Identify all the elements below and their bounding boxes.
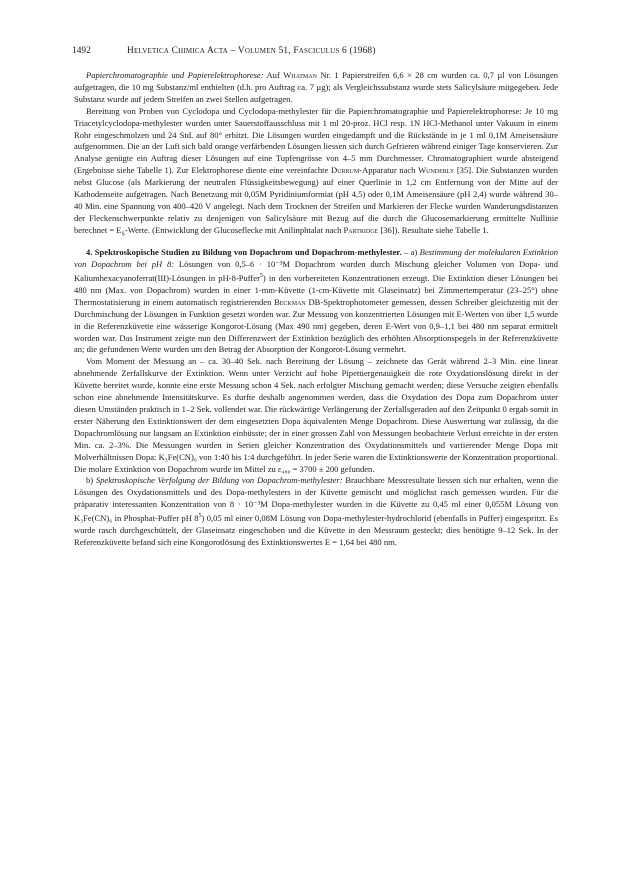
paragraph-measurement: Vom Moment der Messung an – ca. 30–40 Sek. nach Bereitung der Lösung – zeichnete das Gerät während 2–3 Min. eine linear abnehmende Zerfallskurve der Extinktion. Wenn unter Verzicht auf hohe Pipettiergenauigkeit die rote Oxydationslösung direkt in der Küvette bereitet wurde, konnte eine erste Messung schon 4 Sek. nach erfolgter Mischung gemacht werden; diese Versuche zeigten ebenfalls schon eine abnehmende Intensitätskurve. Es durfte deshalb angenommen werden, dass die Oxydation des Dopa zum Dopachrom unter diesen Umständen praktisch in 1–2 Sek. vollendet war. Die rückwärtige Verlängerung der Zerfallsgeraden auf den Zeitpunkt 0 ergab somit in erster Näherung den Extinktionswert der dem eingesetzten Dopa äquivalenten Menge Dopachrom. Diese Auswertung war zulässig, da die Dopachromlösung nur langsam an Extinktion einbüsste; der in einer grossen Zahl von Messungen beobachtete Verlust erreichte in der ersten Min. ca. 2–3%. Die Messungen wurden in Serien gleicher Konzentration des Oxydationsmittels und variierender Menge Dopa mit Molverhältnissen Dopa: K₃Fe(CN)₆ von 1:40 bis 1:4 durchgeführt. In jeder Serie waren die Extinktionswerte der Konzentration proportional. Die molare Extinktion von Dopachrom wurde im Mittel zu ε₄₈₀ = 3700 ± 200 gefunden. <box>74 356 558 474</box>
author-name: Wunderly <box>418 165 455 176</box>
paragraph-methylester: b) Spektroskopische Verfolgung der Bildung von Dopachrom-methylester: Brauchbare Messresultate liessen sich nur erhalten, wenn die Lösungen des Oxydationsmittels und des Dopa-methylesters in der Küvette gemischt und möglichst rasch gemessen wurden. Für die präparativ interessanten Konzentration von 8 · 10⁻³M Dopa-methylester wurden in die Küvette zu 0,45 ml einer 0,055M Lösung von K₃Fe(CN)₆ in Phosphat-Puffer pH $8^5$) 0,05 ml einer 0,08M Lösung von Dopa-methylester-hydrochlorid (ebenfalls in Puffer) eingespritzt. Es wurde rasch durchgeschüttelt, der Glaseinsatz eingeschoben und die Küvette in den Messraum gesteckt; dies benötigte 9–12 Sek. In der Referenzküvette befand sich eine Kongorotlösung des Extinktionswertes E = 1,64 bei 480 nm. <box>74 475 558 547</box>
page-number: 1492 <box>72 46 91 56</box>
subsection-title: Bestimmung der molekularen Extinktion von Dopachrom bei pH 8: <box>74 247 559 270</box>
paragraph-sample-preparation: Bereitung von Proben von Cyclodopa und Cyclodopa-methylester für die Papierchromatographie und Papierelektrophorese: Je 10 mg Triacetylcyclodopa-methylester wurden unter Sauerstoffausschluss mit 1 ml 20-proz. HCl resp. 1N HCl-Methanol unter Vakuum in einem Rohr eingeschmolzen und 24 Std. auf 80° erhitzt. Die Lösungen wurden eingedampft und die Rückstände in je 1 ml 0,1M Ameisensäure aufgenommen. Die an der Luft sich bald orange verfärbenden Lösungen liessen sich durch Gefrieren während einiger Tage konservieren. Zur Analyse genügte ein Auftrag dieser Lösungen auf eine Tupfengrösse von 4–5 mm Durchmesser. Chromatographiert wurde absteigend (Ergebnisse siehe Tabelle 1). Zur Elektrophorese diente eine vereinfachte Durrum-Apparatur nach Wunderly [35]. Die Substanzen wurden nebst Glucose (als Markierung der neutralen Flüssigkeitsbewegung) auf einer Querlinie in 1,2 cm Entfernung von der Mitte auf der Kathodenseite aufgetragen. Nach Benetzung mit 0,05M Pyridiniumformiat (pH 4,5) oder 0,1M Ameisensäure (pH 2,4) wurde während 30–40 Min. eine Spannung von 400–420 V angelegt. Nach dem Trocknen der Streifen und Markieren der Flecke wurden Wanderungsdistanzen der Fleckenschwerpunkte relativ zu denjenigen von Salicylsäure mit Bezug auf die durch die Glucosemarkierung ermittelte Nullinie berechnet = $E_S$-Werte. (Entwicklung der Glucoseflecke mit Anilinphtalat nach Partridge [36]). Resultate siehe Tabelle 1. <box>74 105 558 238</box>
subsection-title: Spektroskopische Verfolgung der Bildung von Dopachrom-methylester: <box>95 475 343 486</box>
paragraph-title: Papierchromatographie und Papierelektrophorese: <box>86 70 264 80</box>
author-name: Partridge <box>343 224 379 235</box>
subscript: S <box>121 231 125 238</box>
brand-name: Whatman <box>283 70 317 80</box>
footnote-ref: 5 <box>198 513 202 520</box>
section-heading: 4. Spektroskopische Studien zu Bildung von Dopachrom und Dopachrom-methylester. <box>86 247 402 258</box>
paragraph-paper-chromatography: Papierchromatographie und Papierelektrophorese: Auf Whatman Nr. 1 Papierstreifen 6,6 × 28 cm wurden ca. 0,7 µl von Lösungen aufgetragen, die 10 mg Substanz/ml enthielten (d.h. pro Auftrag ca. 7 µg); als Vergleichssubstanz wurde stets Salicylsäure mitgegeben. Jede Substanz wurde auf jedem Streifen an zwei Stellen aufgetragen. <box>74 70 559 104</box>
section-4: 4. Spektroskopische Studien zu Bildung von Dopachrom und Dopachrom-methylester. – a) Bestimmung der molekularen Extinktion von Dopachrom bei pH 8: Lösungen von 0,5–6 · 10⁻³M Dopachrom wurden durch Mischung gleicher Volumen von Dopa- und Kaliumhexacyanoferrat(III)-Lösungen in pH-8-Puffer$^5$) in den vorbereiteten Konzentrationen erzeugt. Die Extinktion dieser Lösungen bei 480 nm (Max. von Dopachrom) wurden in einer 1-mm-Küvette (1-cm-Küvette mit Glaseinsatz) bei Zimmertemperatur (23–25°) ohne Thermostatisierung in einem automatisch registrierenden Beckman DB-Spektrophotometer gemessen, dessen Schreiber gleichzeitig mit der Durchmischung der Lösungen in Funktion gesetzt worden war. Zur Messung von konzentrierten Lösungen mit E-Werten von über 1,5 wurde in die Referenzküvette eine wässerige Kongorot-Lösung (Max 490 nm) gegeben, deren E-Wert von 0,9–1,1 bei 480 nm separat ermittelt worden war. Das Instrument zeigte nun den Differenzwert der Extinktion bezüglich des erhöhten Absorptionspegels in der Referenzküvette an; die gefundenen Werte wurden um den Betrag der Absorption der Kongorot-Lösung vermehrt. <box>74 247 559 355</box>
journal-title: Helvetica Chimica Acta – Volumen 51, Fasciculus 6 (1968) <box>127 46 376 56</box>
author-name: Durrum <box>330 165 360 176</box>
brand-name: Beckman <box>274 296 306 307</box>
article-body <box>74 70 558 549</box>
footnote-ref: 5 <box>259 273 263 280</box>
